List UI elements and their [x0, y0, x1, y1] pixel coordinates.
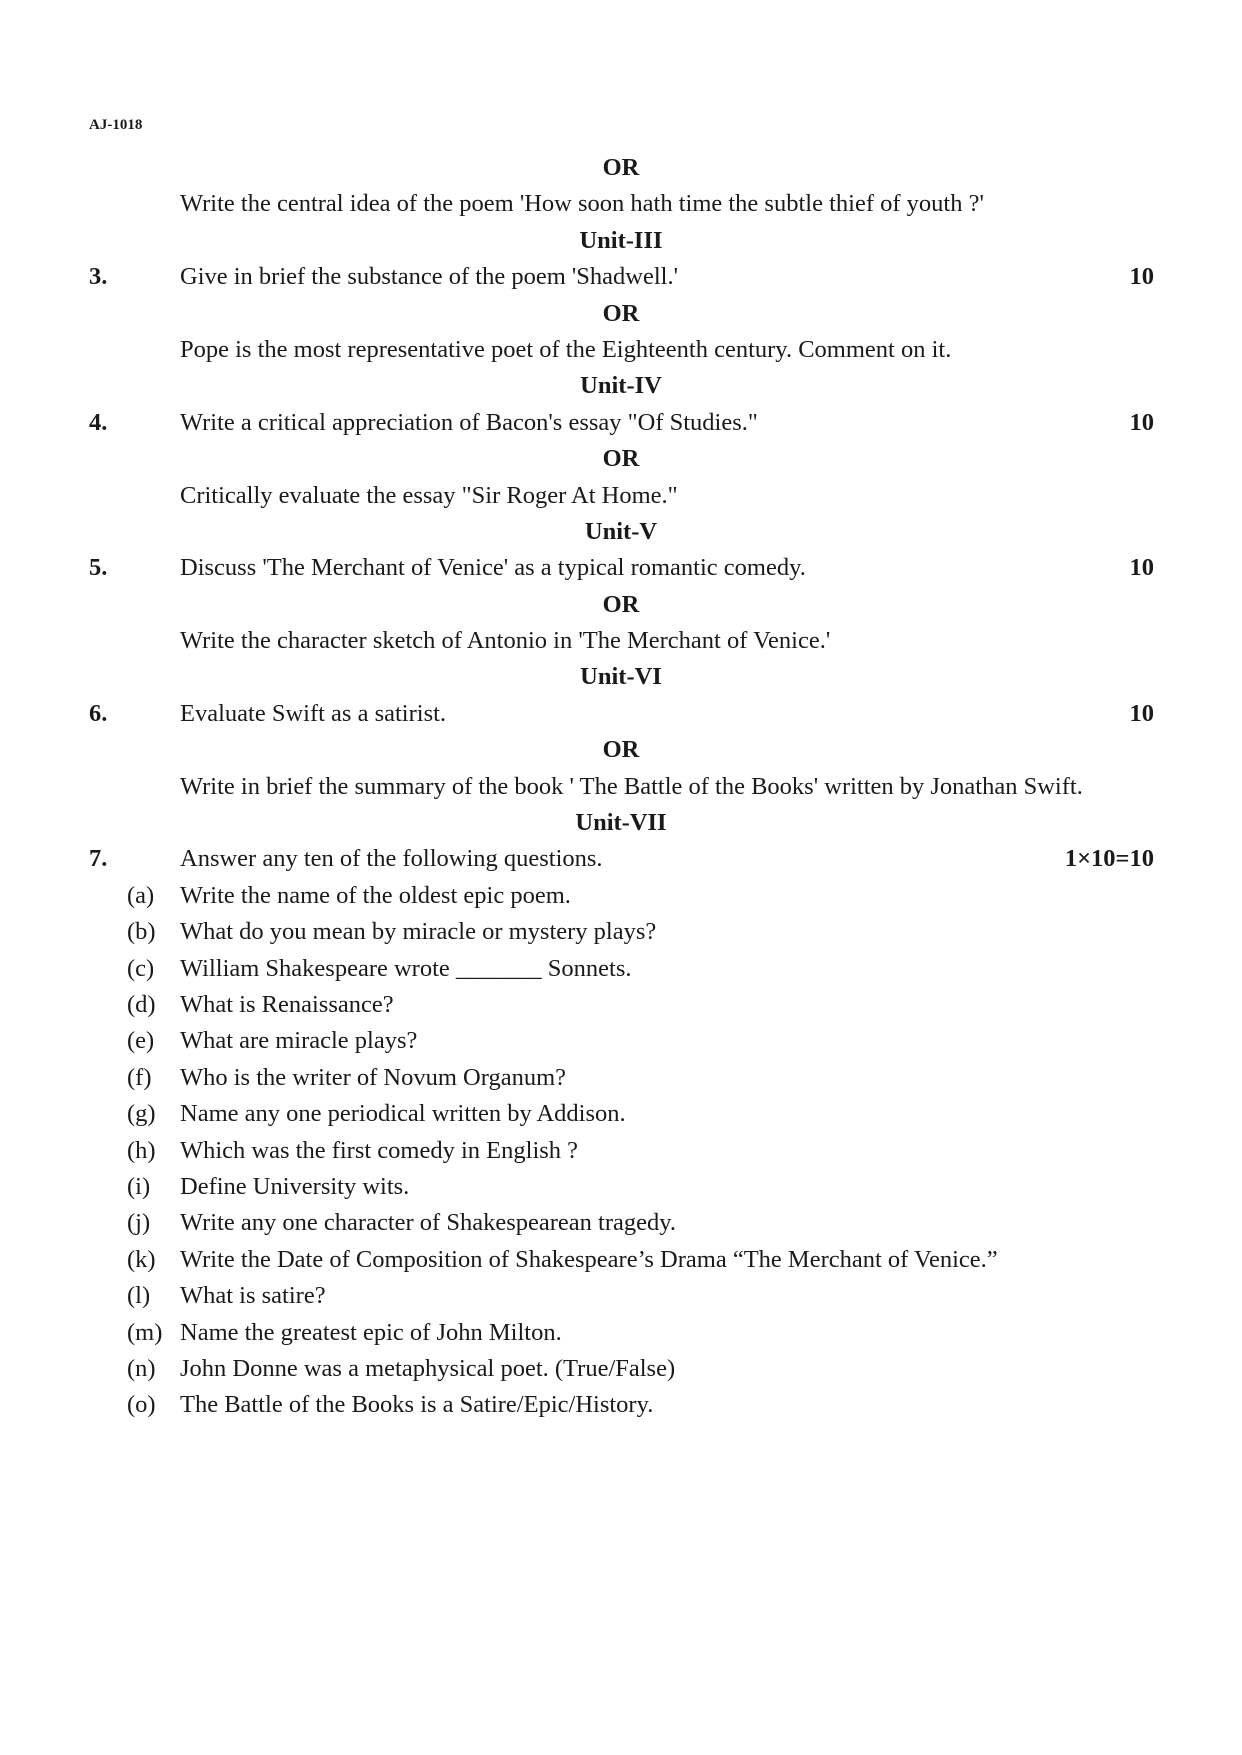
alternative-question [0, 478, 1242, 514]
sub-question-row [0, 1387, 1242, 1423]
sub-question-label: (k) [127, 1245, 156, 1273]
sub-question-text: John Donne was a metaphysical poet. (True/False) [180, 1354, 676, 1382]
alternative-question [0, 769, 1242, 805]
question-number: 7. [89, 845, 108, 873]
question-text: Pope is the most representative poet of the Eighteenth century. Comment on it. [180, 335, 952, 363]
sub-question-label: (c) [127, 954, 155, 982]
sub-question-text: William Shakespeare wrote _______ Sonnets. [180, 954, 632, 982]
sub-question-label: (f) [127, 1063, 152, 1091]
sub-question-text: What do you mean by miracle or mystery plays? [180, 918, 657, 946]
sub-question-label: (o) [127, 1391, 156, 1419]
sub-question-text: What is satire? [180, 1282, 326, 1310]
question-text: Critically evaluate the essay "Sir Roger At Home." [180, 481, 678, 509]
sub-question-row [0, 1169, 1242, 1205]
question-marks: 10 [1129, 554, 1154, 582]
alternative-question [0, 186, 1242, 222]
sub-question-row [0, 878, 1242, 914]
sub-question-text: Name any one periodical written by Addison. [180, 1100, 626, 1128]
question-marks: 10 [1129, 408, 1154, 436]
question-text: Write the character sketch of Antonio in 'The Merchant of Venice.' [180, 627, 831, 655]
sub-question-label: (a) [127, 881, 155, 909]
question-text: Write the central idea of the poem 'How soon hath time the subtle thief of youth ?' [180, 190, 984, 218]
sub-question-label: (i) [127, 1172, 151, 1200]
question-row [0, 696, 1242, 732]
question-number: 6. [89, 699, 108, 727]
sub-question-text: Define University wits. [180, 1172, 410, 1200]
alternative-question [0, 623, 1242, 659]
question-marks: 10 [1129, 699, 1154, 727]
question-list [0, 150, 1242, 1424]
sub-question-row [0, 1278, 1242, 1314]
sub-question-row [0, 951, 1242, 987]
sub-question-row [0, 1351, 1242, 1387]
sub-question-row [0, 1023, 1242, 1059]
sub-question-label: (l) [127, 1282, 151, 1310]
sub-question-label: (b) [127, 918, 156, 946]
question-number: 5. [89, 554, 108, 582]
sub-question-text: What is Renaissance? [180, 990, 394, 1018]
paper-code: AJ-1018 [89, 117, 143, 133]
sub-question-label: (d) [127, 990, 156, 1018]
sub-question-text: Who is the writer of Novum Organum? [180, 1063, 567, 1091]
sub-question-row [0, 1133, 1242, 1169]
sub-question-text: Which was the first comedy in English ? [180, 1136, 579, 1164]
sub-question-label: (m) [127, 1318, 163, 1346]
question-text: Evaluate Swift as a satirist. [180, 699, 447, 727]
question-number: 4. [89, 408, 108, 436]
unit-heading: Unit-VII [575, 809, 667, 837]
sub-question-label: (j) [127, 1209, 151, 1237]
question-row [0, 841, 1242, 877]
question-text: Write in brief the summary of the book ' The Battle of the Books' written by Jonathan Swift. [180, 772, 1083, 800]
sub-question-row [0, 1060, 1242, 1096]
sub-question-label: (g) [127, 1100, 156, 1128]
question-number: 3. [89, 263, 108, 291]
question-text: Write a critical appreciation of Bacon's essay "Of Studies." [180, 408, 758, 436]
sub-question-text: What are miracle plays? [180, 1027, 418, 1055]
sub-question-text: The Battle of the Books is a Satire/Epic/History. [180, 1391, 654, 1419]
unit-heading: Unit-III [579, 226, 663, 254]
sub-question-row [0, 1096, 1242, 1132]
question-row [0, 259, 1242, 295]
or-divider: OR [602, 154, 640, 181]
or-divider: OR [602, 736, 640, 764]
sub-question-text: Write any one character of Shakespearean tragedy. [180, 1209, 677, 1237]
sub-question-label: (e) [127, 1027, 155, 1055]
unit-heading: Unit-IV [580, 372, 662, 400]
question-text: Discuss 'The Merchant of Venice' as a typical romantic comedy. [180, 554, 806, 582]
sub-question-row [0, 987, 1242, 1023]
or-divider: OR [602, 299, 640, 327]
or-divider: OR [602, 445, 640, 473]
sub-question-label: (h) [127, 1136, 156, 1164]
sub-question-text: Write the name of the oldest epic poem. [180, 881, 571, 909]
unit-heading: Unit-V [584, 517, 658, 545]
or-divider: OR [602, 590, 640, 618]
question-row [0, 550, 1242, 586]
question-text: Answer any ten of the following questions. [180, 845, 603, 873]
question-marks: 10 [1129, 263, 1154, 291]
sub-question-text: Write the Date of Composition of Shakespeare’s Drama “The Merchant of Venice.” [180, 1245, 998, 1273]
unit-heading: Unit-VI [580, 663, 662, 691]
sub-question-text: Name the greatest epic of John Milton. [180, 1318, 562, 1346]
question-row [0, 405, 1242, 441]
question-marks: 1×10=10 [1064, 845, 1154, 873]
sub-question-row [0, 1242, 1242, 1278]
question-text: Give in brief the substance of the poem 'Shadwell.' [180, 263, 679, 291]
sub-question-row [0, 1205, 1242, 1241]
sub-question-label: (n) [127, 1354, 156, 1382]
alternative-question [0, 332, 1242, 368]
sub-question-row [0, 914, 1242, 950]
sub-question-row [0, 1315, 1242, 1351]
